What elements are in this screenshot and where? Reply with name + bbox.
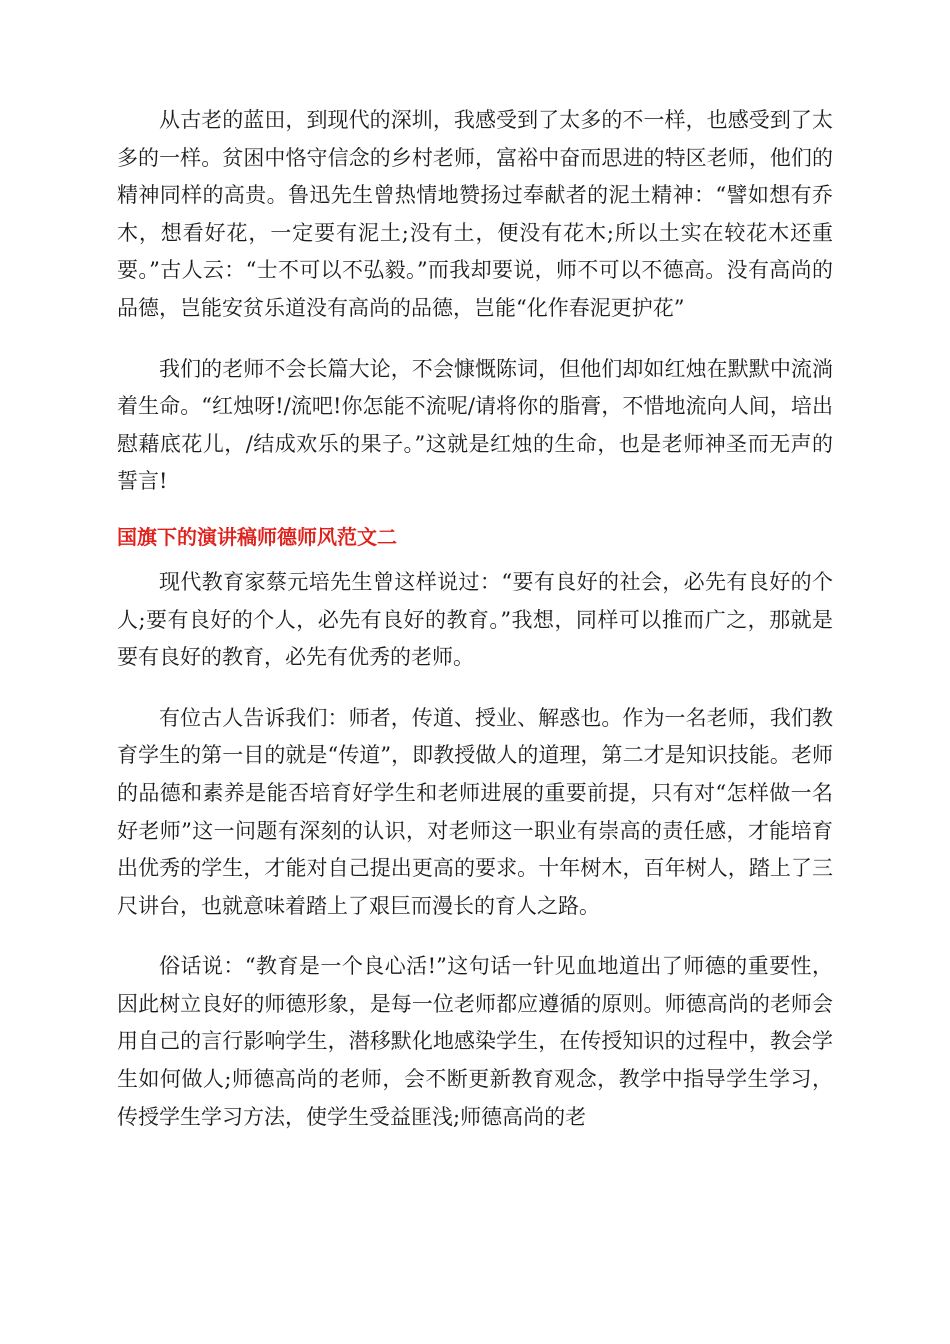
paragraph-chuandao: 有位古人告诉我们：师者，传道、授业、解惑也。作为一名老师，我们教育学生的第一目的就是“传道”，即教授做人的道理，第二才是知识技能。老师的品德和素养是能否培育好学生和老师进展的重要前提，只有对“怎样做一名好老师”这一问题有深刻的认识，对老师这一职业有崇高的责任感，才能培育出优秀的学生，才能对自己提出更高的要求。十年树木，百年树人，踏上了三尺讲台，也就意味着踏上了艰巨而漫长的育人之路。 bbox=[117, 705, 833, 918]
paragraph-red-candle: 我们的老师不会长篇大论，不会慷慨陈词，但他们却如红烛在默默中流淌着生命。“红烛呀!/流吧!你怎能不流呢/请将你的脂膏，不惜地流向人间，培出慰藉底花儿，/结成欢乐的果子。”这就是红烛的生命，也是老师神圣而无声的誓言! bbox=[117, 356, 833, 494]
paragraph-lantian-shenzhen: 从古老的蓝田，到现代的深圳，我感受到了太多的不一样，也感受到了太多的一样。贫困中恪守信念的乡村老师，富裕中奋而思进的特区老师，他们的精神同样的高贵。鲁迅先生曾热情地赞扬过奉献者的泥土精神：“譬如想有乔木，想看好花，一定要有泥土;没有土，便没有花木;所以土实在较花木还重要。”古人云：“士不可以不弘毅。”而我却要说，师不可以不德高。没有高尚的品德，岂能安贫乐道没有高尚的品德，岂能“化作春泥更护花” bbox=[117, 108, 833, 320]
section-heading: 国旗下的演讲稿师德师风范文二 bbox=[117, 524, 397, 549]
paragraph-cai-yuanpei: 现代教育家蔡元培先生曾这样说过：“要有良好的社会，必先有良好的个人;要有良好的个人，必先有良好的教育。”我想，同样可以推而广之，那就是要有良好的教育，必先有优秀的老师。 bbox=[117, 569, 833, 670]
paragraph-conscience: 俗话说：“教育是一个良心活!”这句话一针见血地道出了师德的重要性，因此树立良好的师德形象，是每一位老师都应遵循的原则。师德高尚的老师会用自己的言行影响学生，潜移默化地感染学生，在传授知识的过程中，教会学生如何做人;师德高尚的老师，会不断更新教育观念，教学中指导学生学习，传授学生学习方法，使学生受益匪浅;师德高尚的老 bbox=[117, 954, 833, 1129]
document-page bbox=[117, 102, 833, 1159]
